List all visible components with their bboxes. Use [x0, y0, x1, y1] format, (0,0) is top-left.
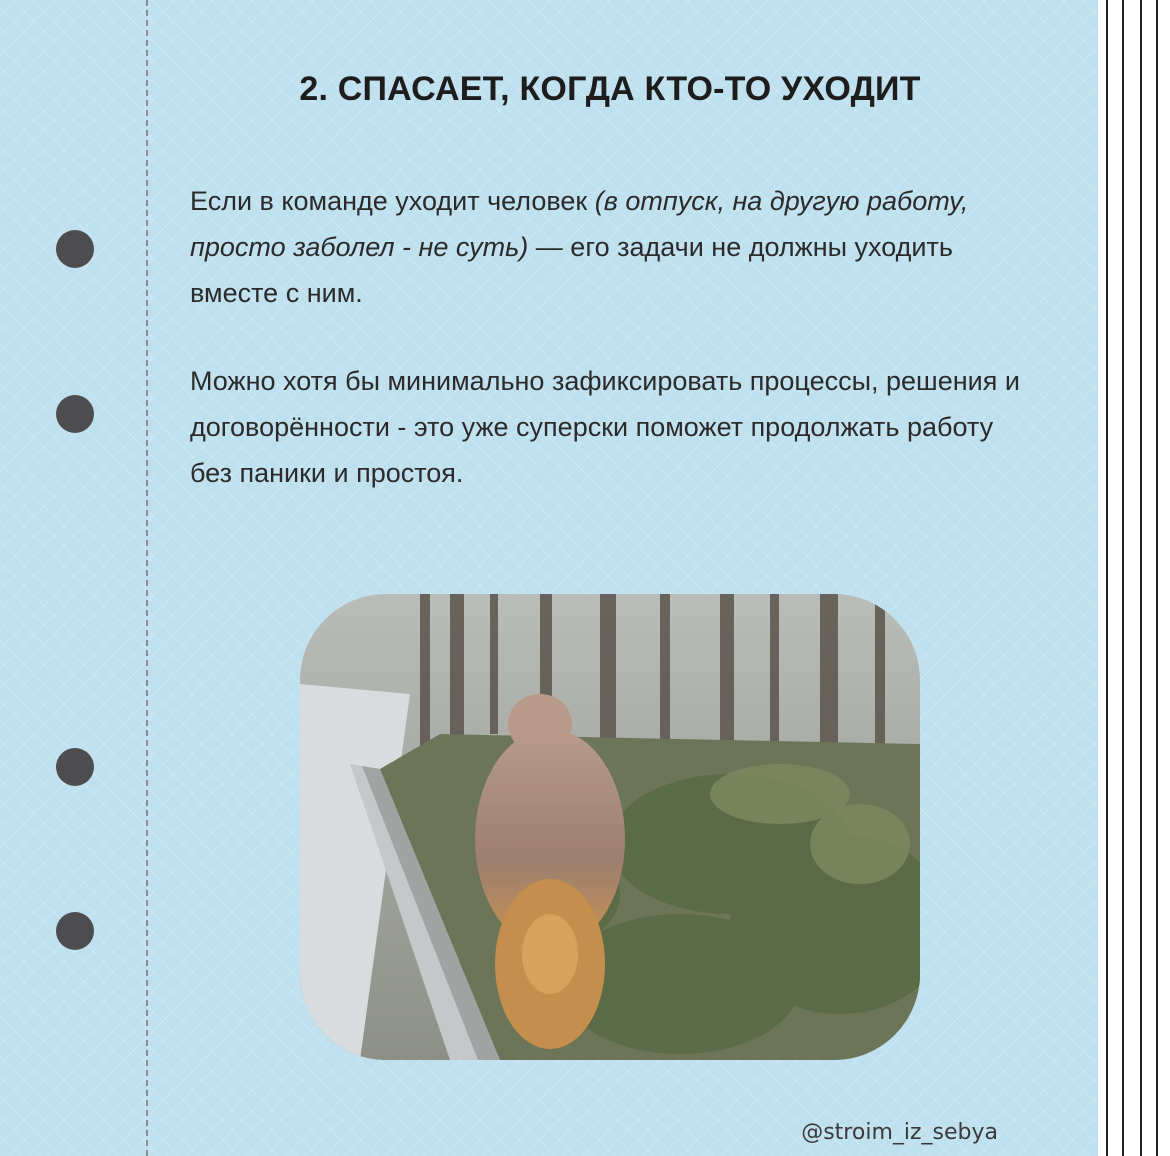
author-handle: @stroim_iz_sebya: [801, 1120, 998, 1145]
paragraph-1: [190, 178, 1020, 316]
photo-illustration: [300, 594, 920, 1060]
edge-line: [1156, 0, 1158, 1156]
edge-line: [1140, 0, 1142, 1156]
binder-hole-icon: [56, 230, 94, 268]
page-right-edge: [1098, 0, 1170, 1156]
edge-line: [1122, 0, 1124, 1156]
binder-hole-icon: [56, 912, 94, 950]
monkey-walking-photo: [300, 594, 920, 1060]
paragraph-1-text-end: — его задачи не должны уходить вместе с ним.: [190, 232, 953, 308]
binder-hole-icon: [56, 748, 94, 786]
edge-line: [1106, 0, 1108, 1156]
page-title: 2. СПАСАЕТ, КОГДА КТО-ТО УХОДИТ: [299, 70, 921, 108]
margin-line: [146, 0, 148, 1156]
binder-hole-icon: [56, 395, 94, 433]
paragraph-2: Можно хотя бы минимально зафиксировать процессы, решения и договорённости - это уже суперски поможет продолжать работу без паники и простоя.: [190, 366, 1020, 488]
paragraph-1-text-start: Если в команде уходит человек: [190, 186, 595, 216]
paragraph-1-italic: (в отпуск, на другую работу, просто заболел - не суть): [190, 186, 969, 262]
